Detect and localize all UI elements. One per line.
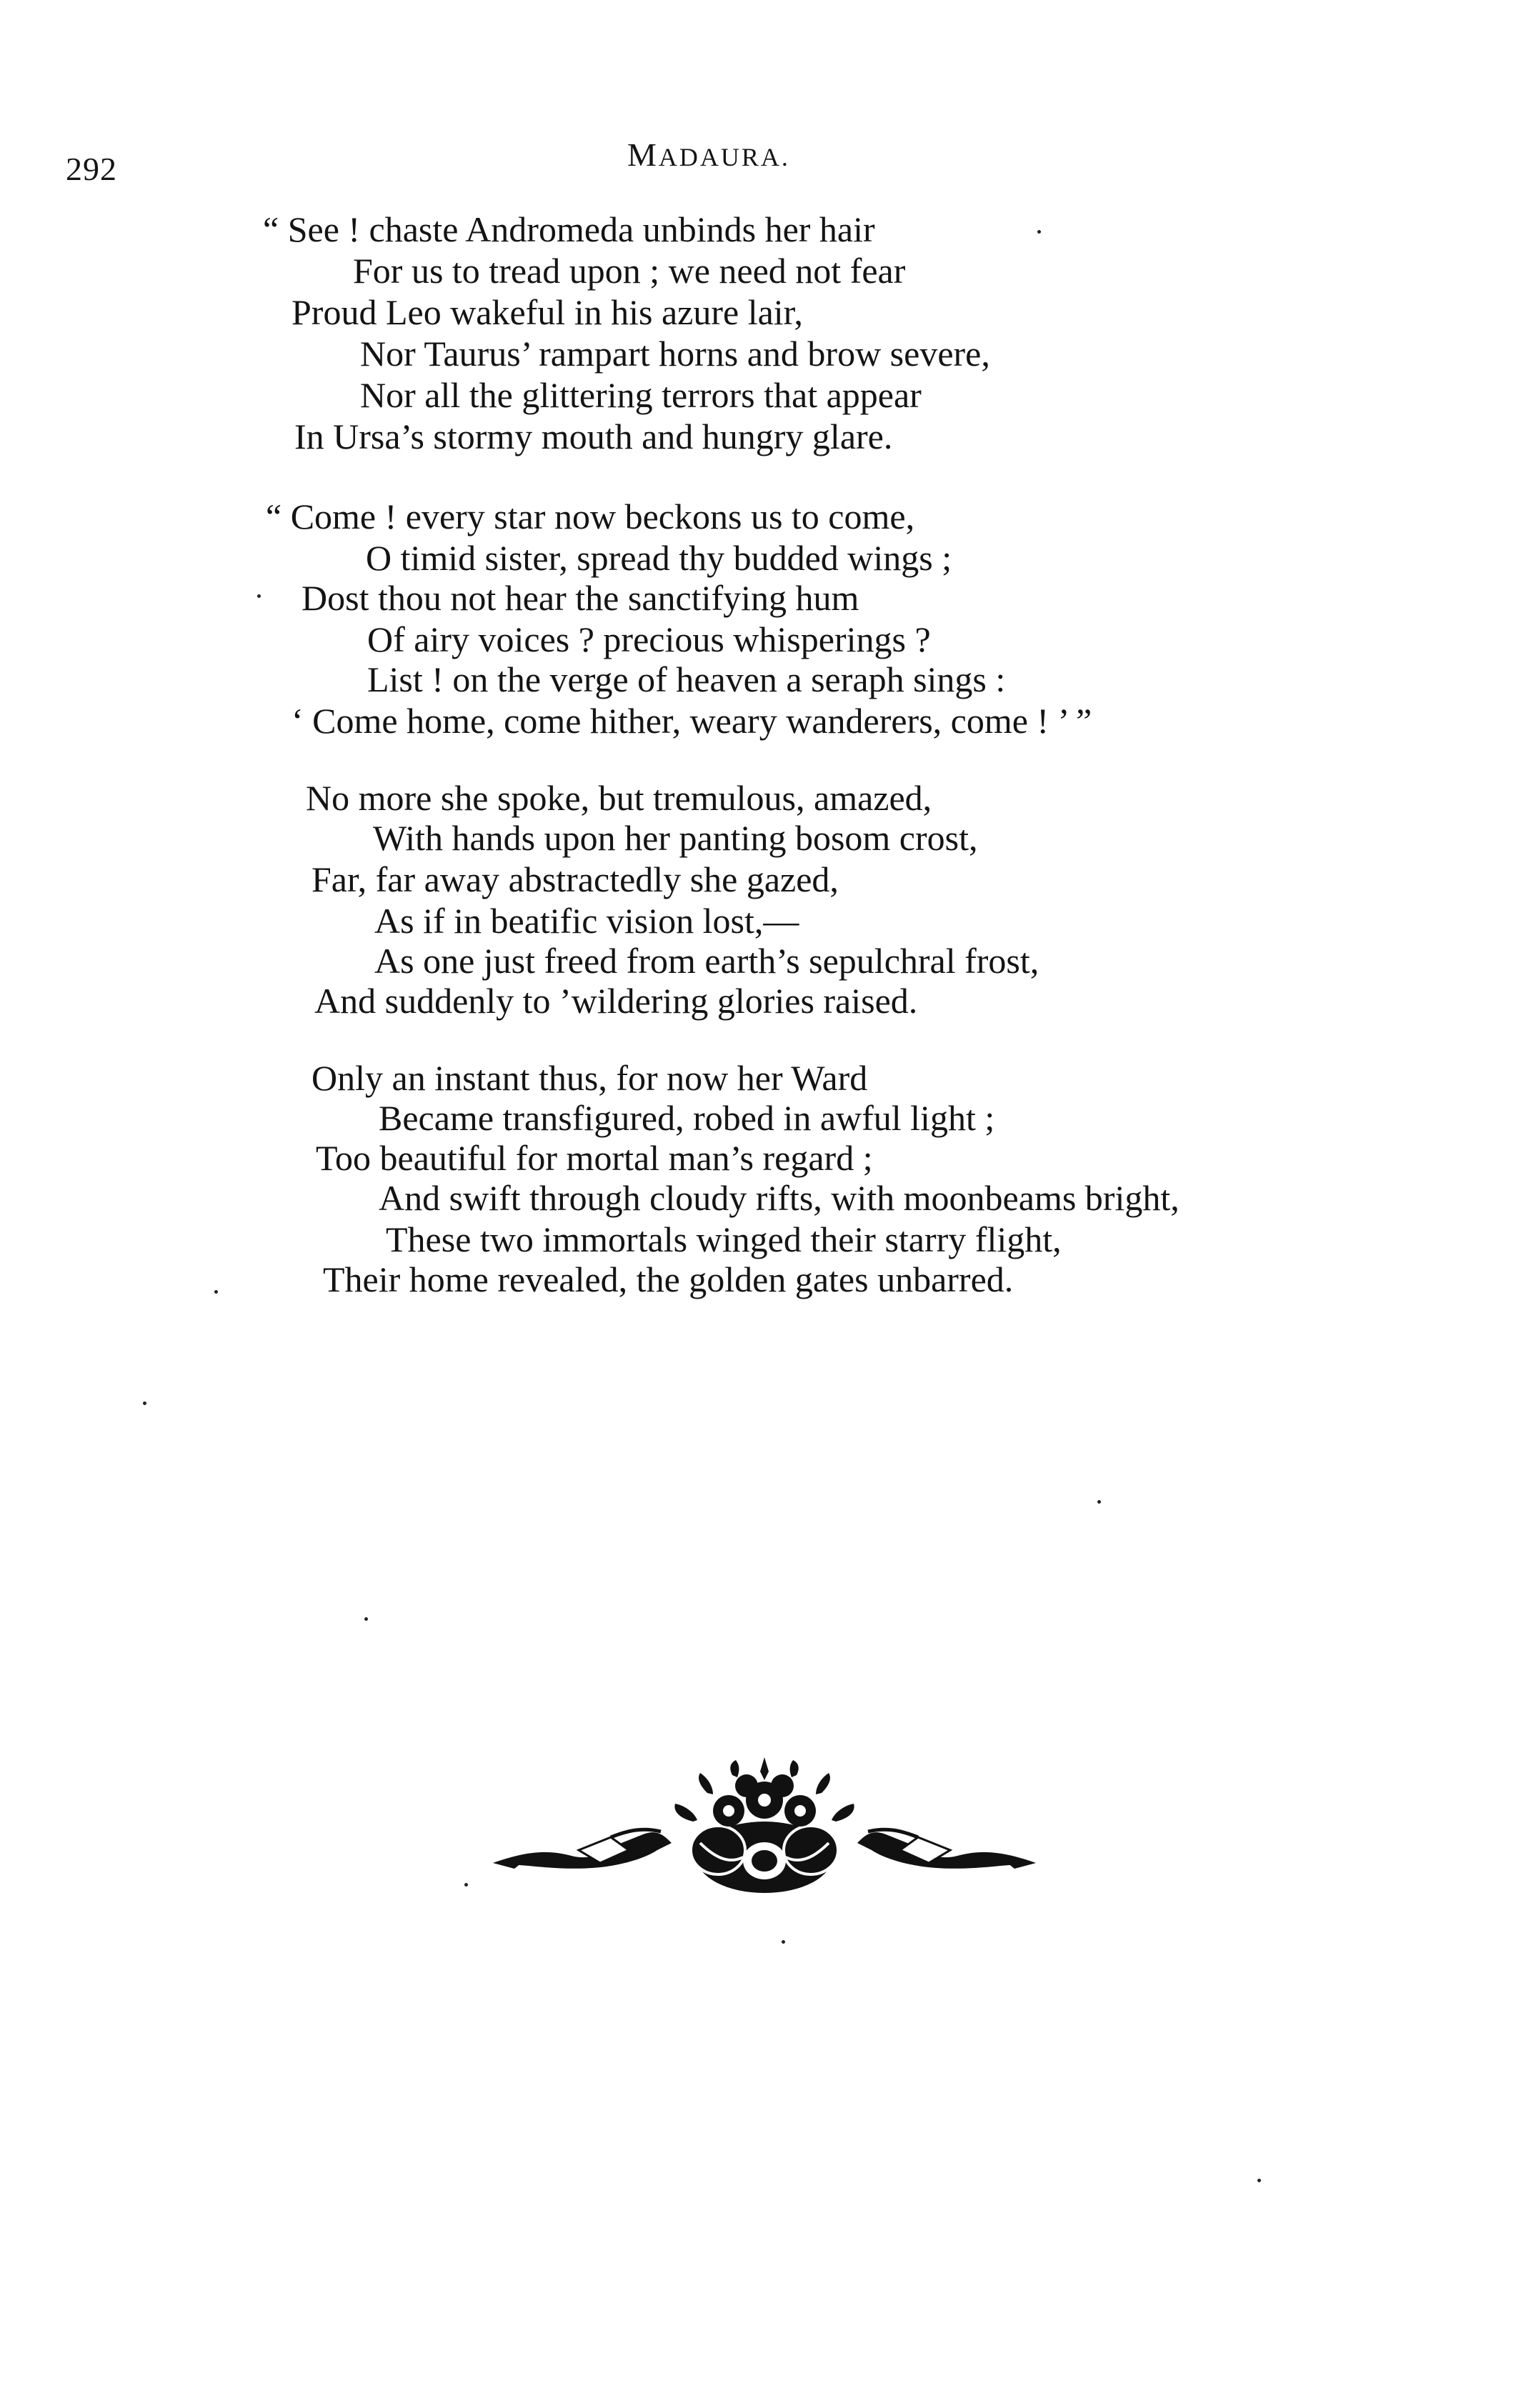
poem-line: ‘ Come home, come hither, weary wanderers, come ! ’ ” xyxy=(291,701,1092,741)
poem-line: Of airy voices ? precious whisperings ? xyxy=(367,619,931,659)
poem-line: Too beautiful for mortal man’s regard ; xyxy=(316,1138,873,1178)
print-speck xyxy=(214,1290,218,1294)
running-head-rest: ADAURA. xyxy=(658,143,790,171)
poem-line: For us to tread upon ; we need not fear xyxy=(353,251,906,291)
poem-line: With hands upon her panting bosom crost, xyxy=(373,818,978,858)
poem-line: Nor all the glittering terrors that appear xyxy=(360,375,922,415)
poem-line: As if in beatific vision lost,— xyxy=(374,901,799,941)
poem-line: “ Come ! every star now beckons us to come, xyxy=(266,496,915,536)
print-speck xyxy=(782,1940,785,1944)
poem-line: And suddenly to ’wildering glories raised. xyxy=(314,981,918,1021)
poem-line: And swift through cloudy rifts, with moonbeams bright, xyxy=(379,1178,1180,1218)
floral-scroll-ornament-icon xyxy=(486,1743,1043,1907)
print-speck xyxy=(257,594,261,598)
poem-line: “ See ! chaste Andromeda unbinds her hair xyxy=(263,209,875,249)
print-speck xyxy=(1037,230,1041,234)
poem-line: As one just freed from earth’s sepulchral frost, xyxy=(374,941,1039,981)
poem-line: These two immortals winged their starry flight, xyxy=(386,1219,1062,1259)
running-head-initial: M xyxy=(627,136,659,173)
print-speck xyxy=(143,1402,146,1405)
poem-line: Became transfigured, robed in awful light ; xyxy=(379,1098,995,1138)
print-speck xyxy=(1097,1500,1101,1504)
poem-line: Dost thou not hear the sanctifying hum xyxy=(301,578,859,618)
poem-line: Their home revealed, the golden gates unbarred. xyxy=(323,1259,1014,1299)
running-head xyxy=(627,136,790,174)
page-number: 292 xyxy=(66,151,117,187)
poem-line: No more she spoke, but tremulous, amazed, xyxy=(306,778,932,818)
poem-line: Proud Leo wakeful in his azure lair, xyxy=(291,292,803,332)
print-speck xyxy=(464,1883,468,1887)
print-speck xyxy=(364,1617,368,1621)
poem-line: In Ursa’s stormy mouth and hungry glare. xyxy=(294,416,893,456)
poem-line: Nor Taurus’ rampart horns and brow severe, xyxy=(360,334,990,374)
poem-line: Only an instant thus, for now her Ward xyxy=(311,1058,868,1098)
print-speck xyxy=(1257,2179,1261,2182)
poem-line: O timid sister, spread thy budded wings ; xyxy=(366,538,952,578)
poem-line: List ! on the verge of heaven a seraph sings : xyxy=(367,659,1006,699)
poem-line: Far, far away abstractedly she gazed, xyxy=(311,859,839,899)
